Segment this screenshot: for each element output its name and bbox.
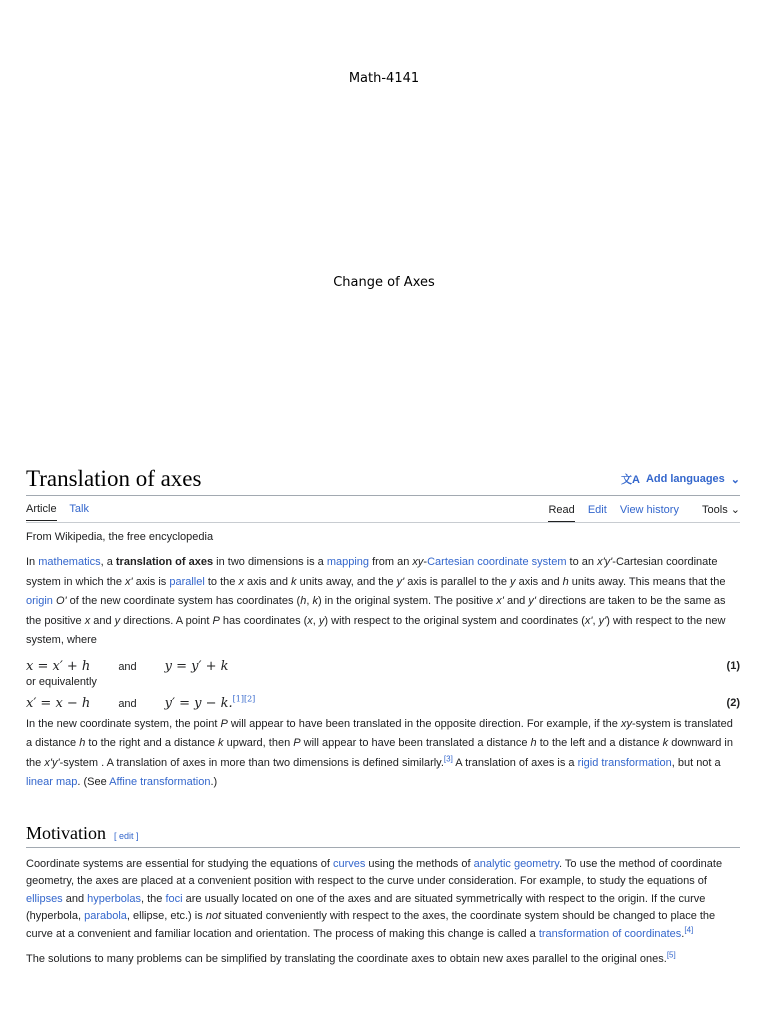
chapter-title: Change of Axes — [333, 275, 435, 290]
equation-2: x′ = x − h and y′ = y − k.[1][2] (2) — [26, 694, 740, 711]
solutions-paragraph: The solutions to many problems can be simplified by translating the coordinate axes to obtain new axes parallel to the original ones.[5] — [26, 950, 676, 965]
add-languages-button[interactable]: 文A Add languages ⌄ — [620, 473, 740, 486]
wiki-article — [26, 466, 740, 969]
article-title: Translation of axes — [26, 466, 202, 491]
tab-tools[interactable]: Tools ⌄ — [702, 504, 740, 516]
tab-article[interactable]: Article — [26, 503, 57, 521]
equation-1: x = x′ + h and y = y′ + k (1) — [26, 658, 740, 674]
tab-view-history[interactable]: View history — [619, 504, 679, 516]
or-equivalently: or equivalently — [26, 675, 97, 688]
motivation-paragraph: Coordinate systems are essential for studying the equations of curves using the methods of analytic geometry. To use the method of coordinate geometry, the axes are placed at a convenient position with respect to the curve under consideration. For example, to study the equations of ellipses and hyperbolas, the foci are usually located on one of the axes and are situated symmetrically with respect to the origin. If the curve (hyperbola, parabola, ellipse, etc.) is not situated conveniently with respect to the axes, the coordinate system should be changed to place the curve at a convenient and familiar location and orientation. The process of making this change is called a transformation of coordinates.[4] — [26, 857, 723, 940]
tagline: From Wikipedia, the free encyclopedia — [26, 531, 214, 543]
tab-talk[interactable]: Talk — [69, 503, 89, 515]
section-motivation-heading: Motivation [ edit ] — [26, 823, 740, 848]
tabs-row — [26, 496, 740, 523]
title-row — [26, 466, 740, 496]
tab-edit[interactable]: Edit — [587, 504, 607, 516]
translation-paragraph: In the new coordinate system, the point P will appear to have been translated in the opposite direction. For example, if the xy-system is translated a distance h to the right and a distance k upward, then P will appear to have been translated a distance h to the left and a distance k downward in the x'y'-system . A translation of axes in more than two dimensions is defined similarly.[3] A translation of axes is a rigid transformation, but not a linear map. (See Affine transformation.) — [26, 717, 733, 788]
tab-read[interactable]: Read — [548, 504, 574, 522]
chevron-down-icon: ⌄ — [730, 473, 740, 486]
translate-icon: 文A — [620, 474, 640, 486]
course-title: Math-4141 — [348, 71, 420, 86]
section-edit-link[interactable]: [ edit ] — [114, 830, 139, 841]
intro-paragraph: In mathematics, a translation of axes in two dimensions is a mapping from an xy-Cartesian coordinate system to an x'y'-Cartesian coordinate system in which the x' axis is parallel to the x axis and k units away, and the y' axis is parallel to the y axis and h units away. This means that the origin O' of the new coordinate system has coordinates (h, k) in the original system. The positive x' and y' directions are taken to be the same as the positive x and y directions. A point P has coordinates (x, y) with respect to the original system and coordinates (x', y') with respect to the new system, where — [26, 556, 726, 646]
